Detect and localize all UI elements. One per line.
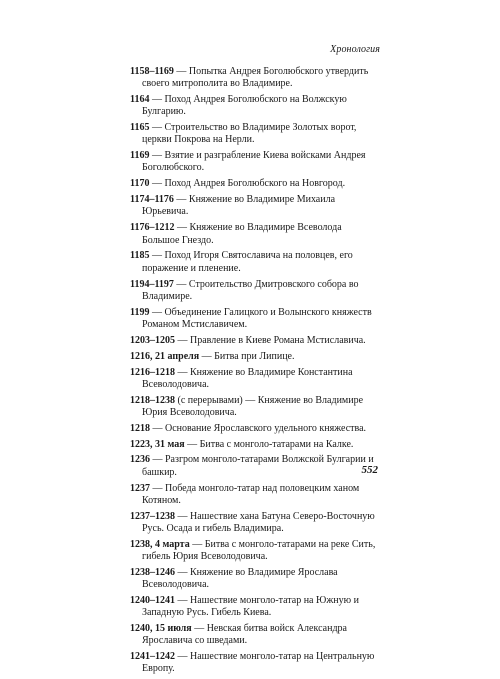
entry-date: 1165 xyxy=(130,122,150,134)
entry-text: — Строительство Дмитровского собора во Владимире. xyxy=(142,278,359,302)
chronology-entry xyxy=(130,335,380,347)
entry-date: 1237–1238 xyxy=(130,510,175,522)
entry-text: — Основание Ярославского удельного княжества. xyxy=(150,422,367,434)
entry-date: 1164 xyxy=(130,94,150,106)
chronology-entry xyxy=(130,651,380,675)
chronology-entry xyxy=(130,94,380,118)
chronology-entry xyxy=(130,483,380,507)
entry-text: — Объединение Галицкого и Волынского княжеств Романом Мстиславичем. xyxy=(142,306,372,330)
entry-text: — Битва при Липице. xyxy=(199,350,295,362)
entry-date: 1199 xyxy=(130,306,150,318)
entry-date: 1216–1218 xyxy=(130,366,175,378)
entry-date: 1218–1238 xyxy=(130,394,175,406)
entry-text: — Невская битва войск Александра Ярославича со шведами. xyxy=(142,623,347,647)
entry-text: — Поход Андрея Боголюбского на Новгород. xyxy=(149,178,346,190)
chronology-entry xyxy=(130,178,380,190)
entry-text: — Княжение во Владимире Михаила Юрьевича. xyxy=(142,194,336,218)
chronology-entry xyxy=(130,395,380,419)
entry-date: 1169 xyxy=(130,150,150,162)
entry-text: — Битва с монголо-татарами на реке Сить, гибель Юрия Всеволодовича. xyxy=(142,538,376,562)
chronology-entry xyxy=(130,567,380,591)
entry-date: 1176–1212 xyxy=(130,222,175,234)
entry-date: 1158–1169 xyxy=(130,66,174,77)
entry-date: 1218 xyxy=(130,422,150,434)
running-head: Хронология xyxy=(330,44,380,55)
entry-date: 1185 xyxy=(130,250,150,262)
chronology-entry xyxy=(130,423,380,435)
entry-text: — Взятие и разграбление Киева войсками Андрея Боголюбского. xyxy=(142,150,366,174)
chronology-entry xyxy=(130,222,380,246)
entry-text: — Поход Игоря Святославича на половцев, его поражение и пленение. xyxy=(142,250,353,274)
entry-text: — Нашествие хана Батуна Северо-Восточную Русь. Осада и гибель Владимира. xyxy=(142,510,375,534)
entry-text: — Княжение во Владимире Константина Всеволодовича. xyxy=(142,366,353,390)
entry-text: — Разгром монголо-татарами Волжской Булгарии и башкир. xyxy=(142,454,374,478)
chronology-entry xyxy=(130,250,380,274)
entry-date: 1194–1197 xyxy=(130,278,174,290)
chronology-entry xyxy=(130,66,380,90)
chronology-entry xyxy=(130,279,380,303)
chronology-entry xyxy=(130,351,380,363)
chronology-list xyxy=(130,66,380,679)
entry-text: (с перерывами) — Княжение во Владимире Юрия Всеволодовича. xyxy=(142,394,364,418)
entry-date: 1170 xyxy=(130,178,150,190)
entry-date: 1223, 31 мая xyxy=(130,438,185,450)
entry-date: 1240–1241 xyxy=(130,594,175,606)
entry-date: 1240, 15 июля xyxy=(130,623,192,635)
chronology-entry xyxy=(130,367,380,391)
entry-text: — Поход Андрея Боголюбского на Волжскую Булгарию. xyxy=(142,94,347,118)
entry-text: — Битва с монголо-татарами на Калке. xyxy=(184,438,354,450)
entry-text: — Княжение во Владимире Ярослава Всеволодовича. xyxy=(142,566,338,591)
chronology-entry xyxy=(130,623,380,647)
entry-text: — Строительство во Владимире Золотых ворот, церкви Покрова на Нерли. xyxy=(142,122,357,146)
entry-date: 1237 xyxy=(130,482,150,494)
chronology-entry xyxy=(130,595,380,619)
chronology-entry xyxy=(130,122,380,146)
chronology-entry xyxy=(130,307,380,331)
page-number: 552 xyxy=(361,464,378,476)
chronology-entry xyxy=(130,150,380,174)
entry-date: 1241–1242 xyxy=(130,651,175,663)
entry-date: 1238–1246 xyxy=(130,566,175,578)
chronology-entry xyxy=(130,194,380,218)
entry-date: 1203–1205 xyxy=(130,334,175,346)
entry-date: 1216, 21 апреля xyxy=(130,350,200,362)
entry-date: 1174–1176 xyxy=(130,194,174,206)
chronology-entry xyxy=(130,454,380,478)
entry-date: 1238, 4 марта xyxy=(130,538,190,550)
entry-text: — Победа монголо-татар над половецким ханом Котяном. xyxy=(142,482,360,506)
chronology-entry xyxy=(130,439,380,451)
chronology-entry xyxy=(130,511,380,535)
entry-text: — Попытка Андрея Боголюбского утвердить своего митрополита во Владимире. xyxy=(142,66,369,90)
entry-text: — Княжение во Владимире Всеволода Большое Гнездо. xyxy=(142,222,342,246)
entry-date: 1236 xyxy=(130,454,150,466)
entry-text: — Правление в Киеве Романа Мстиславича. xyxy=(175,334,366,346)
entry-text: — Нашествие монголо-татар на Центральную Европу. xyxy=(142,651,375,675)
chronology-entry xyxy=(130,539,380,563)
entry-text: — Нашествие монголо-татар на Южную и Западную Русь. Гибель Киева. xyxy=(142,594,359,619)
